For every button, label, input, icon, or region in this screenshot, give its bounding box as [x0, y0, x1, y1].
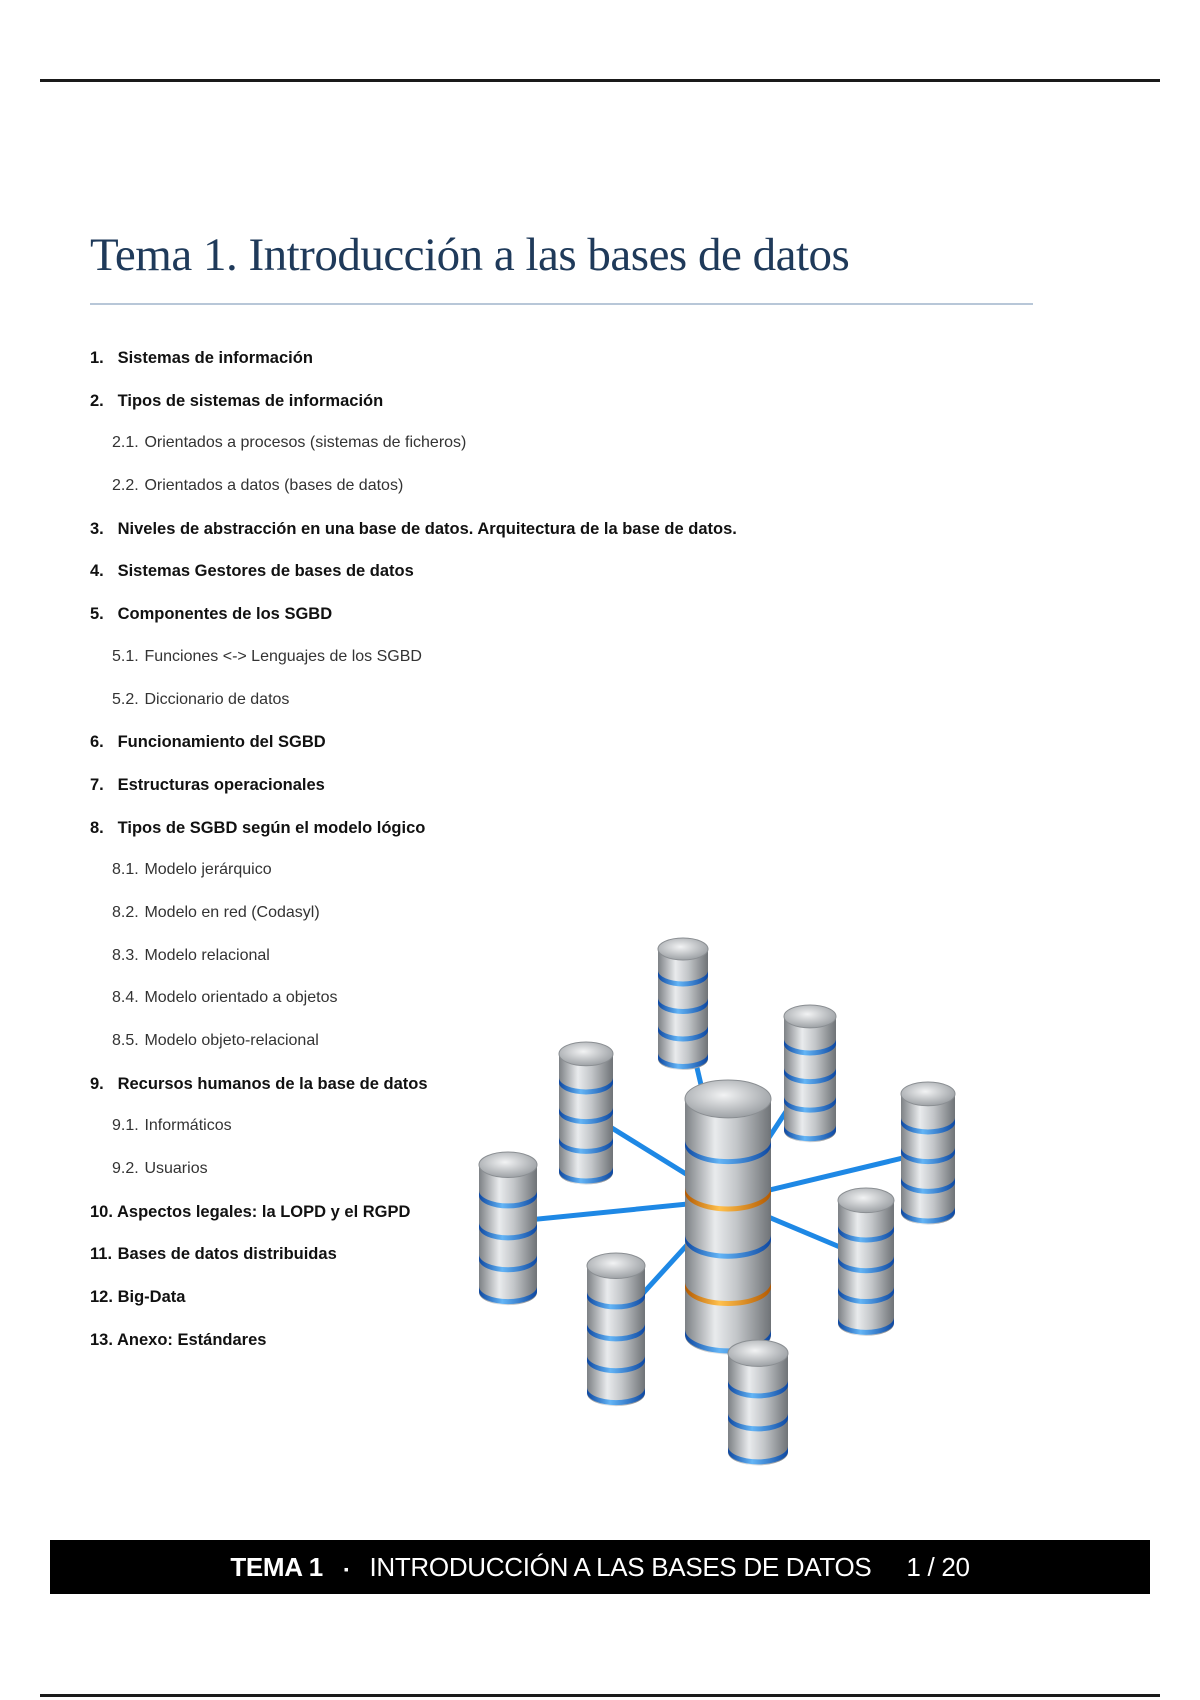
toc-item — [90, 814, 737, 857]
toc-item-label: Funcionamiento del SGBD — [117, 733, 326, 752]
toc-item-label: Modelo orientado a objetos — [144, 989, 338, 1007]
toc-item-number: 2.1. — [112, 434, 139, 452]
title-underline — [90, 303, 1033, 305]
toc-item — [90, 686, 737, 729]
toc-item-number: 2. — [90, 391, 104, 410]
toc-item — [90, 344, 737, 387]
database-cylinder-icon — [728, 1340, 788, 1465]
toc-item-label: Componentes de los SGBD — [117, 605, 333, 624]
toc-item-number: 5. — [90, 605, 104, 624]
toc-item-label: Modelo objeto-relacional — [144, 1032, 319, 1049]
database-cylinders — [479, 938, 955, 1465]
toc-item-number: 12. — [90, 1288, 113, 1307]
toc-item-number: 8.5. — [112, 1032, 139, 1049]
toc-item-number: 9.2. — [112, 1160, 139, 1178]
toc-item-number: 7. — [90, 775, 104, 794]
database-cylinder-icon — [685, 1080, 771, 1354]
toc-item-number: 5.2. — [112, 690, 139, 708]
toc-item-number: 1. — [90, 349, 104, 367]
database-cylinder-icon — [658, 938, 708, 1070]
toc-item — [90, 771, 737, 814]
toc-item-label: Big-Data — [117, 1288, 186, 1307]
database-cylinder-icon — [838, 1188, 894, 1336]
toc-item-label: Niveles de abstracción en una base de datos. Arquitectura de la base de datos. — [117, 519, 737, 538]
toc-item — [90, 387, 737, 430]
toc-item-label: Diccionario de datos — [144, 690, 290, 708]
page-title: Tema 1. Introducción a las bases de datos — [90, 229, 850, 281]
database-cylinder-icon — [479, 1152, 537, 1305]
toc-item-number: 3. — [90, 519, 104, 538]
toc-item-label: Tipos de sistemas de información — [117, 391, 384, 410]
header-rule — [40, 79, 1160, 82]
toc-item — [90, 557, 737, 600]
toc-item-number: 8.2. — [112, 903, 139, 921]
toc-item-label: Modelo jerárquico — [144, 861, 272, 879]
toc-item-label: Anexo: Estándares — [116, 1330, 267, 1349]
toc-item-label: Estructuras operacionales — [117, 775, 325, 794]
footer-separator: ▪ — [343, 1561, 349, 1578]
toc-item-number: 9.1. — [112, 1117, 139, 1135]
toc-item-label: Sistemas de información — [117, 349, 313, 367]
toc-item-number: 9. — [90, 1074, 104, 1093]
toc-item-number: 5.1. — [112, 647, 139, 665]
toc-item — [90, 728, 737, 771]
toc-item-number: 11. — [90, 1245, 113, 1264]
toc-item-label: Sistemas Gestores de bases de datos — [117, 562, 414, 581]
toc-item-label: Funciones <-> Lenguajes de los SGBD — [144, 647, 422, 665]
database-network-icon — [468, 930, 988, 1475]
toc-item-number: 13. — [90, 1330, 113, 1349]
toc-item-label: Tipos de SGBD según el modelo lógico — [117, 818, 426, 837]
toc-item-label: Orientados a procesos (sistemas de ficheros) — [144, 434, 467, 452]
toc-item-label: Usuarios — [144, 1160, 208, 1178]
toc-item — [90, 856, 737, 899]
toc-item-label: Aspectos legales: la LOPD y el RGPD — [116, 1202, 411, 1221]
toc-item-number: 8.3. — [112, 946, 139, 964]
toc-item-label: Modelo relacional — [144, 946, 270, 964]
toc-item-label: Orientados a datos (bases de datos) — [144, 477, 404, 495]
toc-item-number: 8.4. — [112, 989, 139, 1007]
toc-item — [90, 643, 737, 686]
footer-tema: TEMA 1 — [230, 1552, 323, 1582]
toc-item — [90, 600, 737, 643]
toc-item — [90, 515, 737, 558]
database-cylinder-icon — [901, 1082, 955, 1225]
toc-item-number: 6. — [90, 733, 104, 752]
database-cylinder-icon — [587, 1253, 645, 1406]
toc-item-label: Bases de datos distribuidas — [117, 1245, 337, 1264]
database-cylinder-icon — [559, 1042, 613, 1185]
toc-item-number: 10. — [90, 1202, 113, 1221]
toc-item-number: 4. — [90, 562, 104, 581]
footer-subject: INTRODUCCIÓN A LAS BASES DE DATOS — [369, 1552, 872, 1582]
footer-bar — [50, 1540, 1150, 1594]
toc-item-number: 2.2. — [112, 477, 139, 495]
toc-item-number: 8. — [90, 818, 104, 837]
footer-rule — [40, 1694, 1160, 1697]
toc-item-label: Recursos humanos de la base de datos — [117, 1074, 428, 1093]
toc-item — [90, 472, 737, 515]
toc-item-number: 8.1. — [112, 861, 139, 879]
toc-item-label: Informáticos — [144, 1117, 232, 1135]
toc-item-label: Modelo en red (Codasyl) — [144, 903, 320, 921]
database-cylinder-icon — [784, 1005, 836, 1142]
toc-item — [90, 429, 737, 472]
page-number: 1 / 20 — [906, 1552, 970, 1582]
